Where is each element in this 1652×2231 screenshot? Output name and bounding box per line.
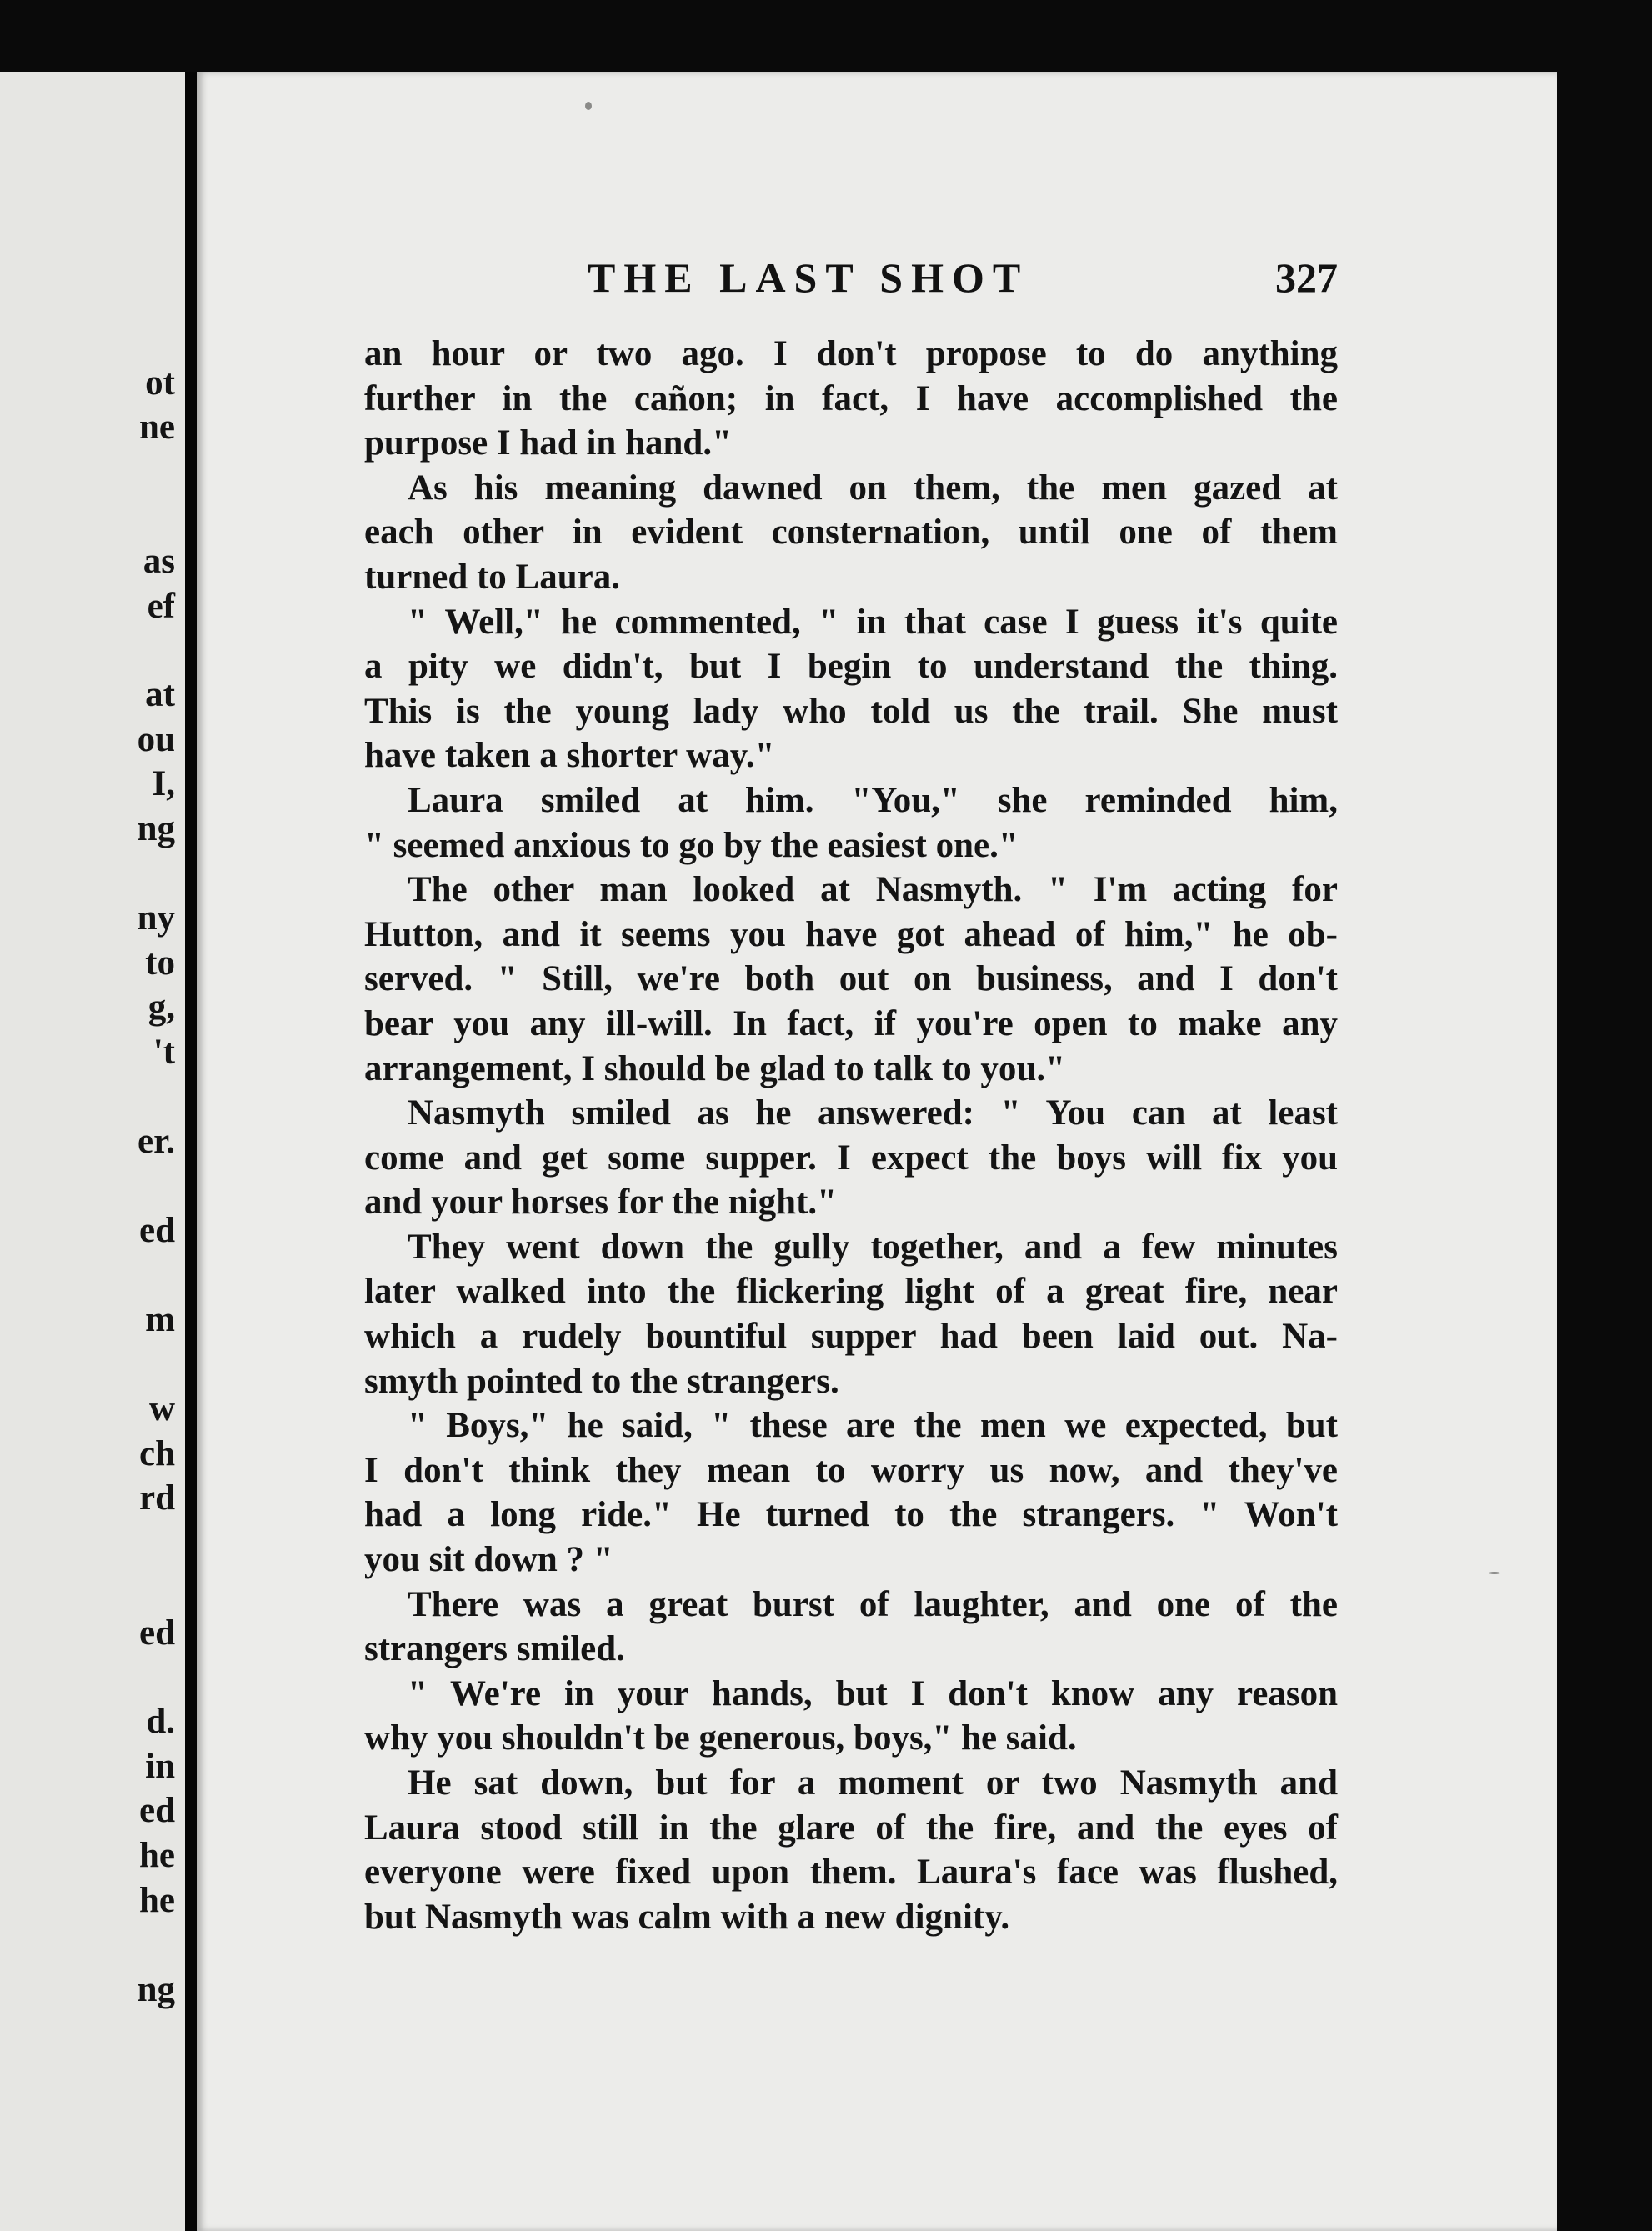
body-text bbox=[364, 332, 1338, 1939]
text-line: Laura smiled at him. "You," she reminded him, bbox=[408, 780, 1338, 820]
text-line: turned to Laura. bbox=[364, 557, 620, 597]
text-line: Hutton, and it seems you have got ahead of him," he ob- bbox=[364, 914, 1338, 954]
edge-fragment: m bbox=[145, 1300, 175, 1339]
running-title: THE LAST SHOT bbox=[588, 254, 1029, 301]
text-line: you sit down ? " bbox=[364, 1540, 613, 1580]
text-line: There was a great burst of laughter, and one of the bbox=[408, 1584, 1338, 1624]
dust-speck bbox=[1489, 1572, 1500, 1574]
edge-fragment: to bbox=[145, 943, 175, 983]
edge-fragment: ed bbox=[139, 1791, 175, 1830]
dust-speck bbox=[585, 102, 592, 110]
edge-fragment: ed bbox=[139, 1613, 175, 1653]
edge-fragment: ef bbox=[147, 587, 175, 626]
edge-fragment: as bbox=[143, 542, 175, 581]
text-line: I don't think they mean to worry us now, and they've bbox=[364, 1450, 1338, 1490]
text-line: each other in evident consternation, until one of them bbox=[364, 513, 1338, 553]
text-line: had a long ride." He turned to the strangers. " Won't bbox=[364, 1495, 1338, 1535]
text-line: why you shouldn't be generous, boys," he said. bbox=[364, 1718, 1077, 1758]
edge-fragment: he bbox=[139, 1881, 175, 1920]
text-line: They went down the gully together, and a few minutes bbox=[408, 1227, 1338, 1267]
edge-fragment: d. bbox=[146, 1702, 175, 1741]
book-gutter bbox=[185, 72, 197, 2231]
page-number: 327 bbox=[1275, 254, 1338, 301]
edge-fragment: I, bbox=[152, 764, 175, 803]
text-line: As his meaning dawned on them, the men gazed at bbox=[408, 468, 1338, 508]
text-line: which a rudely bountiful supper had been laid out. Na- bbox=[364, 1317, 1338, 1357]
edge-fragment: ng bbox=[137, 1970, 175, 2009]
edge-fragment: at bbox=[145, 675, 175, 714]
text-line: come and get some supper. I expect the boys will fix you bbox=[364, 1138, 1338, 1178]
edge-fragment: ou bbox=[137, 720, 175, 759]
text-line: This is the young lady who told us the trail. She must bbox=[364, 691, 1338, 731]
edge-fragment: 't bbox=[153, 1033, 175, 1072]
edge-fragment: he bbox=[139, 1836, 175, 1875]
edge-fragment: in bbox=[145, 1747, 175, 1786]
text-line: but Nasmyth was calm with a new dignity. bbox=[364, 1897, 1010, 1937]
text-line: Laura stood still in the glare of the fire, and the eyes of bbox=[364, 1808, 1338, 1848]
running-head bbox=[588, 253, 1338, 303]
text-line: further in the cañon; in fact, I have accomplished the bbox=[364, 378, 1338, 418]
edge-fragment: ot bbox=[145, 363, 175, 403]
text-line: smyth pointed to the strangers. bbox=[364, 1361, 839, 1401]
text-line: " We're in your hands, but I don't know any reason bbox=[408, 1673, 1338, 1713]
edge-fragment: w bbox=[148, 1389, 175, 1428]
text-line: He sat down, but for a moment or two Nasmyth and bbox=[408, 1763, 1338, 1803]
text-line: a pity we didn't, but I begin to understand the thing. bbox=[364, 647, 1338, 687]
text-line: an hour or two ago. I don't propose to do anything bbox=[364, 334, 1338, 373]
scanner-frame bbox=[1557, 58, 1652, 2231]
text-line: " Well," he commented, " in that case I guess it's quite bbox=[408, 602, 1338, 642]
edge-fragment: ny bbox=[137, 898, 175, 938]
text-line: Nasmyth smiled as he answered: " You can at least bbox=[408, 1093, 1338, 1133]
text-line: arrangement, I should be glad to talk to you." bbox=[364, 1048, 1065, 1088]
edge-fragment: er. bbox=[138, 1122, 175, 1161]
text-line: served. " Still, we're both out on business, and I don't bbox=[364, 959, 1338, 999]
edge-fragment: ne bbox=[139, 408, 175, 447]
left-page bbox=[0, 72, 185, 2231]
text-line: The other man looked at Nasmyth. " I'm acting for bbox=[408, 870, 1338, 910]
text-line: later walked into the flickering light of a great fire, near bbox=[364, 1272, 1338, 1312]
edge-fragment: g, bbox=[148, 988, 175, 1027]
text-line: " seemed anxious to go by the easiest one." bbox=[364, 825, 1019, 865]
edge-fragment: ch bbox=[139, 1434, 175, 1473]
text-line: everyone were fixed upon them. Laura's face was flushed, bbox=[364, 1853, 1338, 1893]
edge-fragment: ed bbox=[139, 1211, 175, 1250]
text-line: purpose I had in hand." bbox=[364, 423, 732, 463]
edge-fragment: ng bbox=[137, 809, 175, 848]
text-line: and your horses for the night." bbox=[364, 1183, 838, 1223]
text-line: have taken a shorter way." bbox=[364, 736, 775, 776]
text-line: " Boys," he said, " these are the men we expected, but bbox=[408, 1406, 1338, 1446]
text-line: strangers smiled. bbox=[364, 1629, 625, 1669]
edge-fragment: rd bbox=[139, 1478, 175, 1518]
text-line: bear you any ill-will. In fact, if you're open to make any bbox=[364, 1003, 1338, 1043]
